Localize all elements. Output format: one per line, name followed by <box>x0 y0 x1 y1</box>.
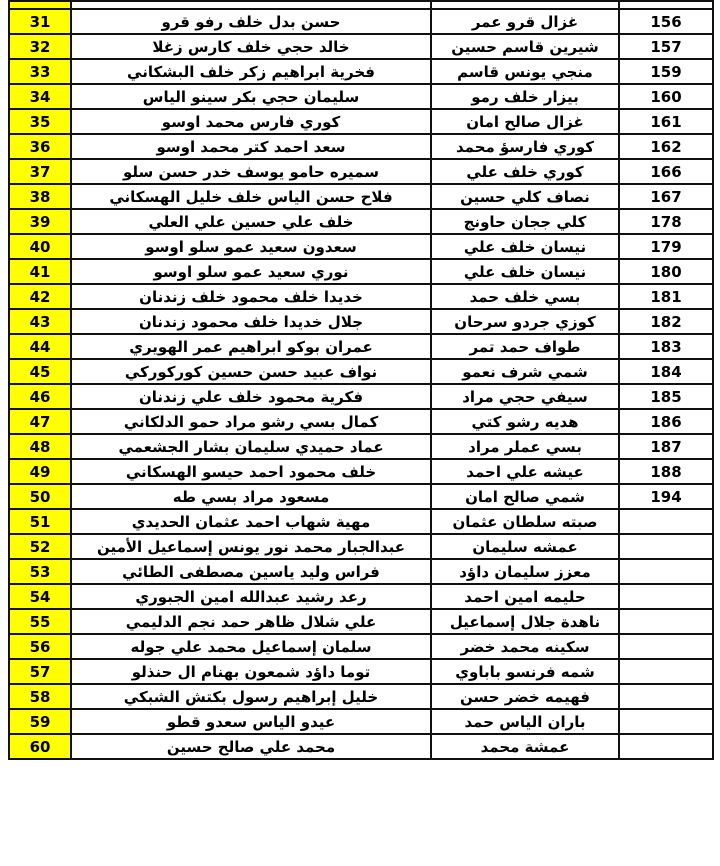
table-row <box>9 684 713 709</box>
cell-name-relative: محمد علي صالح حسين <box>71 734 431 759</box>
cell-number: 48 <box>9 434 71 459</box>
cell-code: 156 <box>619 9 713 34</box>
table-row <box>9 384 713 409</box>
table-row <box>9 409 713 434</box>
cell-number: 37 <box>9 159 71 184</box>
cell-number: 31 <box>9 9 71 34</box>
table-row <box>9 284 713 309</box>
cell-code: 185 <box>619 384 713 409</box>
table-row <box>9 84 713 109</box>
cell-name <box>71 1 431 9</box>
cell-number: 42 <box>9 284 71 309</box>
cell-name: نصاف كلي حسين <box>431 184 619 209</box>
cell-number: 54 <box>9 584 71 609</box>
cell-code <box>619 559 713 584</box>
cell-code <box>619 734 713 759</box>
table-row-partial <box>9 1 713 9</box>
cell-name: نيسان خلف علي <box>431 234 619 259</box>
table-row <box>9 309 713 334</box>
cell-number <box>9 1 71 9</box>
cell-number: 60 <box>9 734 71 759</box>
cell-name-relative: فكرية محمود خلف علي زندنان <box>71 384 431 409</box>
cell-number: 51 <box>9 509 71 534</box>
table-row <box>9 709 713 734</box>
cell-code: 186 <box>619 409 713 434</box>
table-row <box>9 509 713 534</box>
cell-code: 187 <box>619 434 713 459</box>
cell-name-relative: فلاح حسن الياس خلف خليل الهسكاني <box>71 184 431 209</box>
table-row <box>9 609 713 634</box>
cell-number: 45 <box>9 359 71 384</box>
cell-name-relative: فخرية ابراهيم زكر خلف البشكاني <box>71 59 431 84</box>
cell-code: 178 <box>619 209 713 234</box>
cell-name: عمشة محمد <box>431 734 619 759</box>
cell-name-relative: كوري فارس محمد اوسو <box>71 109 431 134</box>
cell-name: شمي صالح امان <box>431 484 619 509</box>
table-row <box>9 559 713 584</box>
cell-number: 33 <box>9 59 71 84</box>
table-row <box>9 334 713 359</box>
cell-name-relative: مسعود مراد بسي طه <box>71 484 431 509</box>
table-row <box>9 484 713 509</box>
cell-number: 47 <box>9 409 71 434</box>
cell-code: 180 <box>619 259 713 284</box>
table-row <box>9 659 713 684</box>
cell-name-relative: سليمان حجي بكر سينو الياس <box>71 84 431 109</box>
table-row <box>9 584 713 609</box>
cell-number: 55 <box>9 609 71 634</box>
cell-name-relative: توما داؤد شمعون بهنام ال حنذلو <box>71 659 431 684</box>
cell-name-relative: سعد احمد كتر محمد اوسو <box>71 134 431 159</box>
cell-name: كوزي جردو سرحان <box>431 309 619 334</box>
cell-name-relative: سميره حامو يوسف خدر حسن سلو <box>71 159 431 184</box>
cell-name-relative: مهية شهاب احمد عثمان الحديدي <box>71 509 431 534</box>
table-body <box>9 1 713 759</box>
cell-name-relative: رعد رشيد عبدالله امين الجبوري <box>71 584 431 609</box>
cell-name: غزال صالح امان <box>431 109 619 134</box>
cell-name: كلي ججان حاونج <box>431 209 619 234</box>
cell-number: 36 <box>9 134 71 159</box>
cell-name: بسي عملر مراد <box>431 434 619 459</box>
cell-number: 32 <box>9 34 71 59</box>
cell-name-relative: كمال بسي رشو مراد حمو الدلكاني <box>71 409 431 434</box>
table-row <box>9 109 713 134</box>
names-sheet <box>8 0 712 760</box>
cell-number: 52 <box>9 534 71 559</box>
cell-name-relative: حسن بدل خلف رفو قرو <box>71 9 431 34</box>
cell-code <box>619 709 713 734</box>
cell-code: 160 <box>619 84 713 109</box>
cell-number: 41 <box>9 259 71 284</box>
cell-name-relative: خليل إبراهيم رسول بكتش الشبكي <box>71 684 431 709</box>
cell-number: 34 <box>9 84 71 109</box>
cell-name: عمشه سليمان <box>431 534 619 559</box>
cell-code: 167 <box>619 184 713 209</box>
cell-name-relative: علي شلال ظاهر حمد نجم الدليمي <box>71 609 431 634</box>
cell-name: بيزار خلف رمو <box>431 84 619 109</box>
cell-name: سيفي حجي مراد <box>431 384 619 409</box>
cell-number: 46 <box>9 384 71 409</box>
cell-name: حليمه امين احمد <box>431 584 619 609</box>
cell-name-relative: فراس وليد ياسين مصطفى الطائي <box>71 559 431 584</box>
cell-name: شمه فرنسو باباوي <box>431 659 619 684</box>
table-row <box>9 459 713 484</box>
cell-name: ناهدة جلال إسماعيل <box>431 609 619 634</box>
cell-code <box>619 534 713 559</box>
cell-code: 161 <box>619 109 713 134</box>
table-row <box>9 9 713 34</box>
cell-name: صبته سلطان عثمان <box>431 509 619 534</box>
cell-code: 159 <box>619 59 713 84</box>
cell-name-relative: عيدو الياس سعدو قطو <box>71 709 431 734</box>
cell-name: شمي شرف نعمو <box>431 359 619 384</box>
table-row <box>9 534 713 559</box>
cell-name-relative: عماد حميدي سليمان بشار الجشعمي <box>71 434 431 459</box>
cell-code: 166 <box>619 159 713 184</box>
table-row <box>9 434 713 459</box>
cell-code <box>619 584 713 609</box>
cell-code <box>619 684 713 709</box>
cell-name: باران الياس حمد <box>431 709 619 734</box>
cell-number: 43 <box>9 309 71 334</box>
cell-code <box>619 609 713 634</box>
table-row <box>9 259 713 284</box>
cell-name-relative: نوري سعيد عمو سلو اوسو <box>71 259 431 284</box>
cell-name-relative: خلف علي حسين علي العلي <box>71 209 431 234</box>
cell-code: 181 <box>619 284 713 309</box>
cell-code: 184 <box>619 359 713 384</box>
cell-name: كوري فارسؤ محمد <box>431 134 619 159</box>
cell-code: 162 <box>619 134 713 159</box>
cell-code: 157 <box>619 34 713 59</box>
cell-name-relative: جلال خديدا خلف محمود زندنان <box>71 309 431 334</box>
cell-name: غزال قرو عمر <box>431 9 619 34</box>
cell-number: 35 <box>9 109 71 134</box>
cell-name-relative: خديدا خلف محمود خلف زندنان <box>71 284 431 309</box>
table-row <box>9 209 713 234</box>
cell-number: 53 <box>9 559 71 584</box>
cell-name: شيرين قاسم حسين <box>431 34 619 59</box>
table-row <box>9 159 713 184</box>
table-row <box>9 634 713 659</box>
cell-code: 183 <box>619 334 713 359</box>
table-row <box>9 59 713 84</box>
cell-name: منجي يونس قاسم <box>431 59 619 84</box>
cell-code <box>619 1 713 9</box>
cell-name-relative: عمران بوكو ابراهيم عمر الهويري <box>71 334 431 359</box>
table-row <box>9 234 713 259</box>
cell-code <box>619 634 713 659</box>
cell-number: 38 <box>9 184 71 209</box>
cell-name-relative: سعدون سعيد عمو سلو اوسو <box>71 234 431 259</box>
cell-number: 39 <box>9 209 71 234</box>
cell-code: 179 <box>619 234 713 259</box>
cell-number: 49 <box>9 459 71 484</box>
cell-number: 57 <box>9 659 71 684</box>
cell-name: سكينه محمد خضر <box>431 634 619 659</box>
cell-name: معزز سليمان داؤد <box>431 559 619 584</box>
cell-number: 58 <box>9 684 71 709</box>
table-row <box>9 359 713 384</box>
cell-number: 56 <box>9 634 71 659</box>
cell-number: 59 <box>9 709 71 734</box>
cell-name: بسي خلف حمد <box>431 284 619 309</box>
cell-code: 182 <box>619 309 713 334</box>
cell-name: نيسان خلف علي <box>431 259 619 284</box>
cell-name: عيشه علي احمد <box>431 459 619 484</box>
cell-name: طواف حمد تمر <box>431 334 619 359</box>
cell-code <box>619 659 713 684</box>
cell-code: 188 <box>619 459 713 484</box>
names-table <box>8 0 714 760</box>
cell-name: كوري خلف علي <box>431 159 619 184</box>
cell-code <box>619 509 713 534</box>
table-row <box>9 734 713 759</box>
cell-name-relative: خلف محمود احمد حيسو الهسكاني <box>71 459 431 484</box>
cell-number: 50 <box>9 484 71 509</box>
table-row <box>9 34 713 59</box>
table-row <box>9 134 713 159</box>
cell-name-relative: سلمان إسماعيل محمد علي جوله <box>71 634 431 659</box>
cell-name: فهيمه خضر حسن <box>431 684 619 709</box>
cell-name: هديه رشو كتي <box>431 409 619 434</box>
table-row <box>9 184 713 209</box>
cell-number: 40 <box>9 234 71 259</box>
cell-name-relative: عبدالجبار محمد نور يونس إسماعيل الأمين <box>71 534 431 559</box>
cell-code: 194 <box>619 484 713 509</box>
cell-name-relative: نواف عبيد حسن حسين كوركوركي <box>71 359 431 384</box>
cell-name <box>431 1 619 9</box>
cell-name-relative: خالد حجي خلف كارس زغلا <box>71 34 431 59</box>
cell-number: 44 <box>9 334 71 359</box>
